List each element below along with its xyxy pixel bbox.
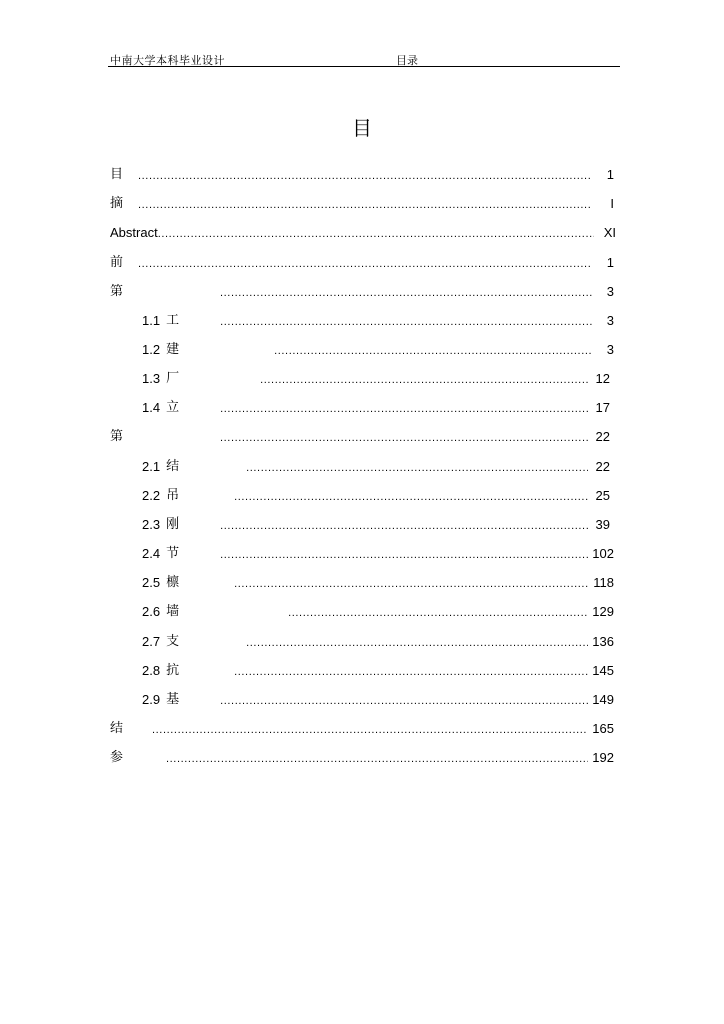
toc-leader	[158, 227, 594, 241]
toc-leader	[288, 606, 588, 620]
toc-entry[interactable]	[110, 163, 614, 183]
toc-number: 1.1	[142, 313, 161, 328]
toc-page: 136	[592, 634, 614, 649]
toc-entry[interactable]	[142, 630, 614, 650]
toc-entry[interactable]	[110, 746, 614, 766]
toc-label: 支	[166, 634, 180, 649]
toc-number: 2.9	[142, 692, 161, 707]
toc-entry[interactable]	[142, 367, 610, 387]
toc-page: 129	[592, 604, 614, 619]
toc-page: 118	[593, 575, 614, 590]
toc-number: 2.8	[142, 663, 161, 678]
toc-leader	[166, 752, 588, 766]
toc-page: 22	[595, 459, 610, 474]
toc-label: 工	[166, 313, 180, 328]
toc-leader	[234, 490, 588, 504]
toc-label: 吊	[166, 488, 180, 503]
toc-leader	[274, 344, 592, 358]
toc-leader	[138, 169, 592, 183]
toc-leader	[260, 373, 588, 387]
toc-leader	[220, 694, 588, 708]
toc-label: 建	[166, 342, 180, 357]
toc-label: 节	[166, 546, 180, 561]
toc-page: 192	[592, 750, 614, 765]
toc-number: 2.2	[142, 488, 161, 503]
toc-number: 2.5	[142, 575, 161, 590]
toc-label: 结	[110, 721, 124, 736]
page-title: 目	[352, 116, 372, 140]
toc-page: 145	[592, 663, 614, 678]
toc-page: XI	[603, 225, 616, 240]
toc-page: 102	[592, 546, 614, 561]
toc-page: 1	[606, 255, 614, 270]
toc-leader	[138, 257, 592, 271]
toc-leader	[152, 723, 588, 737]
toc-label: 目	[110, 167, 124, 182]
toc-number: 1.4	[142, 400, 161, 415]
toc-entry[interactable]	[110, 221, 616, 241]
toc-label: 墙	[166, 604, 180, 619]
toc-leader	[234, 665, 588, 679]
toc-leader	[220, 548, 588, 562]
toc-number: 1.2	[142, 342, 161, 357]
toc-page: 25	[595, 488, 610, 503]
toc-leader	[234, 577, 589, 591]
toc-number: 2.7	[142, 634, 161, 649]
toc-label: 前	[110, 255, 124, 270]
toc-page: 3	[606, 313, 614, 328]
toc-leader	[138, 198, 592, 212]
toc-entry[interactable]	[142, 513, 610, 533]
header-school-title: 中南大学本科毕业设计	[110, 55, 225, 67]
toc-entry[interactable]	[142, 309, 614, 329]
toc-entry[interactable]	[142, 659, 614, 679]
toc-label: 刚	[166, 517, 180, 532]
toc-number: 2.4	[142, 546, 161, 561]
toc-leader	[220, 315, 592, 329]
toc-leader	[220, 286, 592, 300]
toc-label: 立	[166, 400, 180, 415]
toc-entry[interactable]	[142, 688, 614, 708]
toc-leader	[220, 431, 588, 445]
toc-entry[interactable]	[110, 251, 614, 271]
page-header	[108, 51, 620, 67]
toc-entry[interactable]	[142, 571, 614, 591]
toc-page: 22	[595, 429, 610, 444]
toc-entry[interactable]	[110, 425, 610, 445]
toc-label: 基	[166, 692, 180, 707]
toc-entry[interactable]	[110, 280, 614, 300]
toc-entry[interactable]	[142, 600, 614, 620]
toc-page: 3	[606, 284, 614, 299]
toc-entry[interactable]	[110, 717, 614, 737]
header-section-title: 目录	[396, 55, 418, 67]
toc-number: 2.1	[142, 459, 161, 474]
toc-entry[interactable]	[142, 455, 610, 475]
toc-page: 149	[592, 692, 614, 707]
toc-leader	[220, 519, 588, 533]
toc-page: 1	[606, 167, 614, 182]
toc-number: 2.6	[142, 604, 161, 619]
toc-entry[interactable]	[142, 396, 610, 416]
toc-entry[interactable]	[142, 484, 610, 504]
toc-entry[interactable]	[142, 542, 614, 562]
toc-label: 檩	[166, 575, 180, 590]
toc-label: 参	[110, 750, 124, 765]
toc-page: 165	[592, 721, 614, 736]
toc-page: I	[610, 196, 614, 211]
toc-label: 第	[110, 429, 124, 444]
toc-page: 17	[595, 400, 610, 415]
toc-entry[interactable]	[142, 338, 614, 358]
toc-leader	[220, 402, 588, 416]
toc-number: 2.3	[142, 517, 161, 532]
toc-leader	[246, 461, 588, 475]
toc-label: 结	[166, 459, 180, 474]
toc-page: 3	[606, 342, 614, 357]
toc-label: 摘	[110, 196, 124, 211]
toc-label: 抗	[166, 663, 180, 678]
toc-page: 12	[595, 371, 610, 386]
toc-label: 厂	[166, 371, 180, 386]
toc-page: 39	[595, 517, 610, 532]
toc-label: 第	[110, 284, 124, 299]
toc-label: Abstract	[110, 225, 158, 240]
toc-leader	[246, 636, 588, 650]
toc-entry[interactable]	[110, 192, 614, 212]
toc-number: 1.3	[142, 371, 161, 386]
